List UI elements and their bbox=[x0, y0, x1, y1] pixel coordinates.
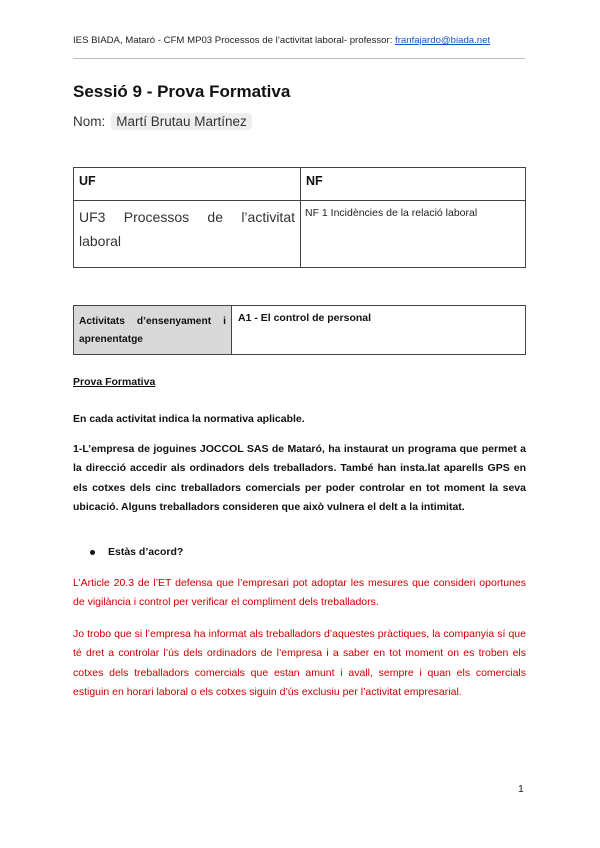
section-title: Prova Formativa bbox=[73, 376, 156, 388]
page-title: Sessió 9 - Prova Formativa bbox=[73, 82, 291, 101]
student-name-chip[interactable]: Martí Brutau Martínez bbox=[111, 113, 252, 130]
uf-header: UF bbox=[74, 168, 301, 201]
nf-value: NF 1 Incidències de la relació laboral bbox=[301, 201, 526, 268]
instruction-text: En cada activitat indica la normativa aplicable. bbox=[73, 413, 305, 425]
bullet-item bbox=[90, 546, 183, 558]
header-divider bbox=[73, 58, 525, 59]
activity-value: A1 - El control de personal bbox=[232, 306, 526, 355]
professor-email-link[interactable]: franfajardo@biada.net bbox=[395, 35, 491, 46]
uf-nf-table bbox=[73, 167, 526, 268]
uf-value: UF3 Processos de l’activitat laboral bbox=[74, 201, 301, 268]
answer-paragraph-1: L’Article 20.3 de l’ET defensa que l’empresari pot adoptar les mesures que consideri oportunes de vigilància i control per verificar el compliment dels treballadors. bbox=[73, 577, 526, 609]
activity-label: Activitats d’ensenyament i aprenentatge bbox=[74, 306, 232, 355]
student-name-row bbox=[73, 113, 252, 130]
page-header bbox=[73, 35, 490, 46]
question-text: 1-L’empresa de joguines JOCCOL SAS de Mataró, ha instaurat un programa que permet a la direcció accedir als ordinadors dels treballadors. També han insta.lat aparells GPS en els cotxes dels cinc treballadors comercials per poder controlar en tot moment la seva ubicació. Alguns treballadors consideren que això vulnera el delt a la intimitat. bbox=[73, 443, 526, 513]
header-text: IES BIADA, Mataró - CFM MP03 Processos de l’activitat laboral- professor: bbox=[73, 35, 396, 46]
name-label: Nom: bbox=[73, 114, 106, 129]
bullet-text: Estàs d’acord? bbox=[108, 546, 184, 558]
nf-header: NF bbox=[301, 168, 526, 201]
page-number: 1 bbox=[518, 783, 524, 795]
activity-table bbox=[73, 305, 526, 355]
answer-paragraph-2: Jo trobo que si l’empresa ha informat als treballadors d’aquestes pràctiques, la companyia sí que té dret a controlar l’ús dels ordinadors de l’empresa i a saber en tot moment on es troben els cotxes dels treballadors comercials que estan amunt i avall, sempre i quan els comercials estiguin en horari laboral o els cotxes siguin d’ús exclusiu per l’activitat empresarial. bbox=[73, 628, 526, 698]
bullet-dot-icon bbox=[90, 550, 95, 555]
